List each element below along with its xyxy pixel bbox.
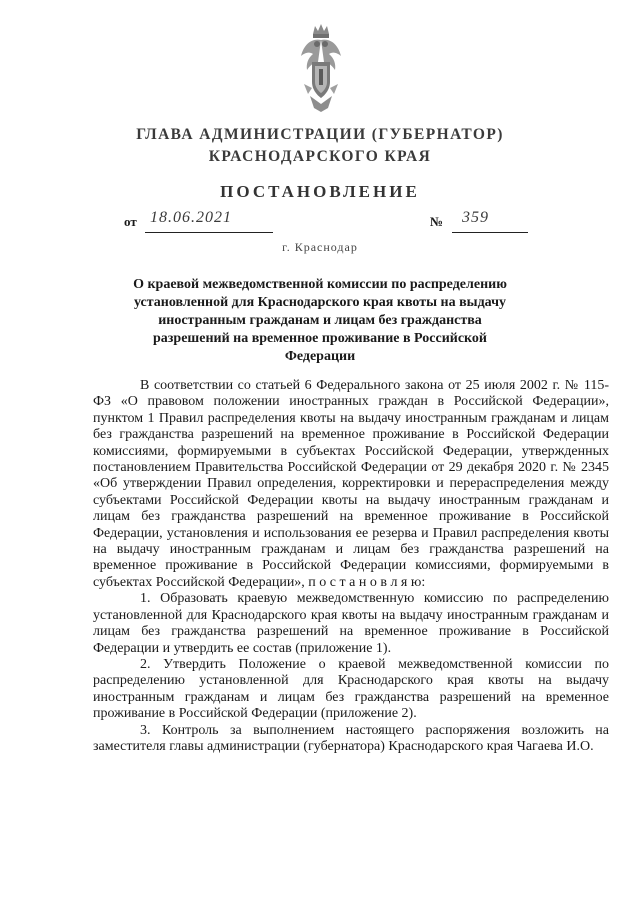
number-underline <box>452 232 528 233</box>
clause-paragraph-3: 3. Контроль за выполнением настоящего распоряжения возложить на заместителя главы администрации (губернатора) Краснодарского края Чагаева И.О. <box>93 722 609 754</box>
date-underline <box>145 232 273 233</box>
issuer-title-line-2: КРАСНОДАРСКОГО КРАЯ <box>208 148 432 165</box>
clause-paragraph-1: 1. Образовать краевую межведомственную комиссию по распределению установленной для Краснодарского края квоты на выдачу иностранным гражданам и лицам без гражданства разрешений на временное проживание в Российской Федерации и утвердить ее состав (приложение 1). <box>93 591 609 656</box>
date-label: от <box>124 214 137 229</box>
issuer-title-line-1: ГЛАВА АДМИНИСТРАЦИИ (ГУБЕРНАТОР) <box>136 126 504 143</box>
clause-paragraph-2: 2. Утвердить Положение о краевой межведомственной комиссии по распределению установленной для Краснодарского края квоты на выдачу иностранным гражданам и лицам без гражданства разрешений на временное проживание в Российской Федерации (приложение 2). <box>93 656 609 722</box>
number-value: 359 <box>462 209 489 226</box>
issue-city: г. Краснодар <box>282 240 358 254</box>
date-value: 18.06.2021 <box>150 209 232 226</box>
document-type-heading: ПОСТАНОВЛЕНИЕ <box>220 182 420 201</box>
krasnodar-coat-of-arms-icon <box>298 22 344 114</box>
preamble-paragraph: В соответствии со статьей 6 Федерального закона от 25 июля 2002 г. № 115-ФЗ «О правовом положении иностранных граждан в Российской Федерации», пунктом 1 Правил распределения квоты на выдачу иностранным гражданам и лицам без гражданства разрешений на временное проживание в Российской Федерации комиссиями, формируемыми в субъектах Российской Федерации, утвержденных постановлением Правительства Российской Федерации от 29 декабря 2020 г. № 2345 «Об утверждении Правил определения, корректировки и перераспределения между субъектами Российской Федерации квоты на выдачу иностранным гражданам и лицам без гражданства разрешений на временное проживание в Российской Федерации, установления и использования ее резерва и Правил распределения квоты на выдачу иностранным гражданам и лицам без гражданства разрешений на временное проживание в Российской Федерации комиссиями, формируемыми в субъектах Российской Федерации», п о с т а н о в л я ю: <box>93 378 609 590</box>
document-body <box>93 378 609 755</box>
number-label: № <box>430 214 444 229</box>
document-title: О краевой межведомственной комиссии по распределению установленной для Краснодарского края квоты на выдачу иностранным гражданам и лицам без гражданства разрешений на временное проживание в Российской Федерации <box>133 277 507 364</box>
